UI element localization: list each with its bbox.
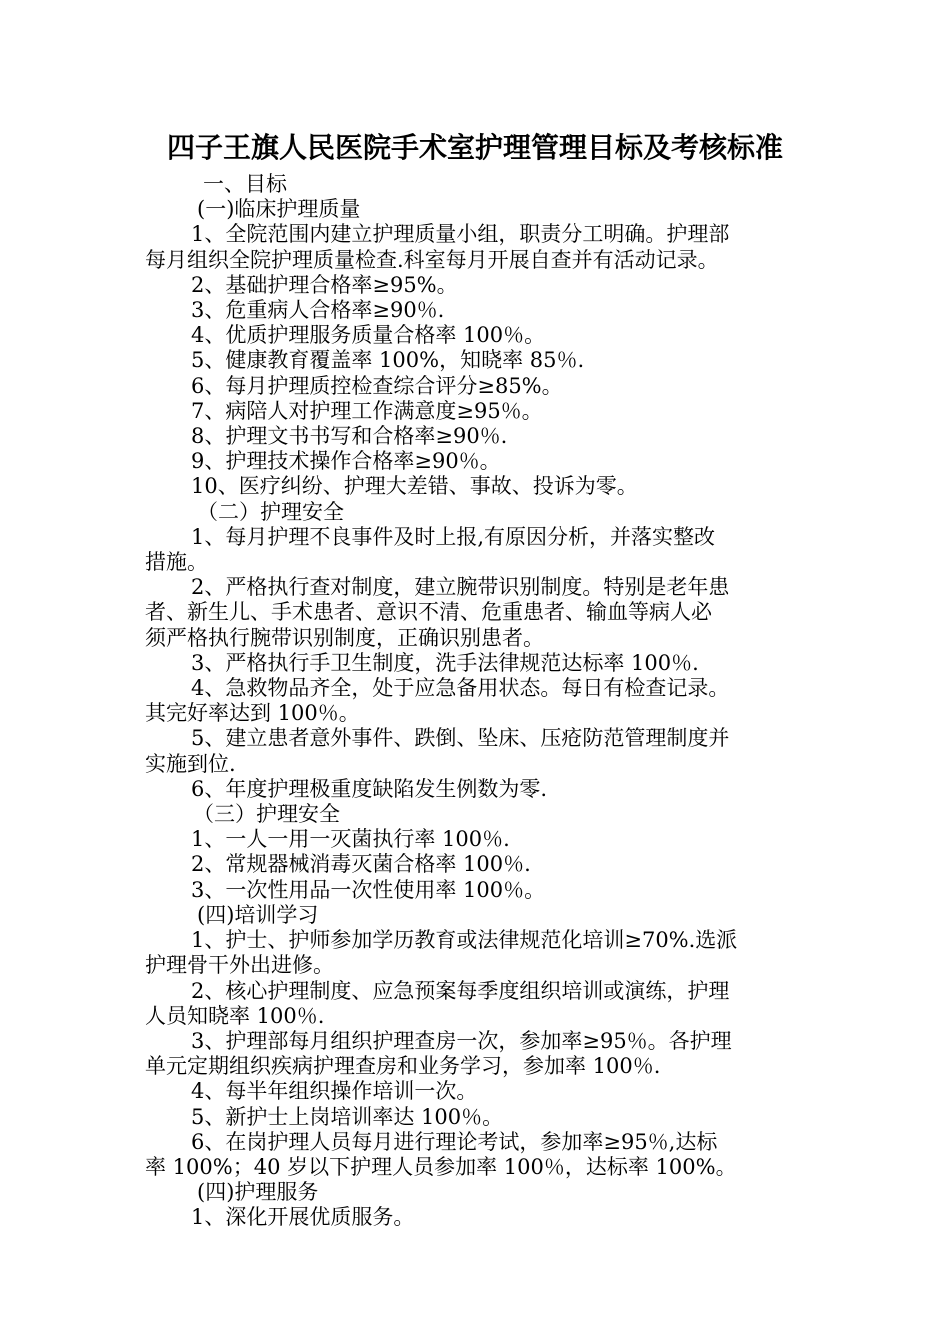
paragraph-line: 护理骨干外出进修。 — [145, 953, 334, 978]
paragraph-line: 3、严格执行手卫生制度，洗手法律规范达标率 100％. — [191, 650, 699, 675]
paragraph-line: 3、一次性用品一次性使用率 100％。 — [191, 877, 546, 902]
paragraph-line: 2、常规器械消毒灭菌合格率 100％. — [191, 852, 531, 877]
paragraph-line: 3、护理部每月组织护理查房一次，参加率≥95％。各护理 — [191, 1028, 732, 1053]
paragraph-line: 4、优质护理服务质量合格率 100％。 — [191, 323, 546, 348]
paragraph-line: 单元定期组织疾病护理查房和业务学习，参加率 100％. — [145, 1054, 661, 1079]
paragraph-line: 1、一人一用一灭菌执行率 100％. — [191, 827, 510, 852]
section-heading: （三）护理安全 — [193, 802, 340, 827]
section-heading: (四)护理服务 — [197, 1180, 319, 1205]
paragraph-line: 实施到位. — [145, 751, 236, 776]
paragraph-line: 1、深化开展优质服务。 — [191, 1205, 415, 1230]
paragraph-line: 2、核心护理制度、应急预案每季度组织培训或演练，护理 — [191, 978, 730, 1003]
section-heading: 一、目标 — [203, 172, 287, 196]
paragraph-line: 1、每月护理不良事件及时上报,有原因分析，并落实整改 — [191, 524, 716, 549]
paragraph-line: 者、新生儿、手术患者、意识不清、危重患者、输血等病人必 — [145, 600, 712, 625]
paragraph-line: 7、病陪人对护理工作满意度≥95％。 — [191, 398, 543, 423]
paragraph-line: 8、护理文书书写和合格率≥90％. — [191, 424, 508, 449]
paragraph-line: 5、建立患者意外事件、跌倒、坠床、压疮防范管理制度并 — [191, 726, 730, 751]
document-body — [145, 172, 815, 1231]
paragraph-line: 其完好率达到 100％。 — [145, 701, 360, 726]
paragraph-line: 6、年度护理极重度缺陷发生例数为零. — [191, 776, 548, 801]
section-heading: (四)培训学习 — [197, 902, 319, 927]
paragraph-line: 10、医疗纠纷、护理大差错、事故、投诉为零。 — [191, 474, 638, 499]
paragraph-line: 须严格执行腕带识别制度，正确识别患者。 — [145, 625, 544, 650]
paragraph-line: 4、每半年组织操作培训一次。 — [191, 1079, 478, 1104]
paragraph-line: 3、危重病人合格率≥90％. — [191, 298, 445, 323]
paragraph-line: 5、健康教育覆盖率 100%，知晓率 85％. — [191, 348, 585, 373]
paragraph-line: 率 100%；40 岁以下护理人员参加率 100％，达标率 100%。 — [145, 1154, 737, 1179]
paragraph-line: 6、每月护理质控检查综合评分≥85%。 — [191, 373, 563, 398]
paragraph-line: 1、全院范围内建立护理质量小组，职责分工明确。护理部 — [191, 222, 730, 247]
paragraph-line: 6、在岗护理人员每月进行理论考试，参加率≥95％,达标 — [191, 1129, 718, 1154]
section-heading: (一)临床护理质量 — [197, 197, 361, 222]
paragraph-line: 9、护理技术操作合格率≥90％。 — [191, 449, 501, 474]
paragraph-line: 措施。 — [145, 550, 208, 575]
paragraph-line: 2、严格执行查对制度，建立腕带识别制度。特别是老年患 — [191, 575, 730, 600]
document-title: 四子王旗人民医院手术室护理管理目标及考核标准 — [166, 131, 783, 164]
paragraph-line: 每月组织全院护理质量检查.科室每月开展自查并有活动记录。 — [145, 247, 719, 272]
section-heading: （二）护理安全 — [197, 499, 344, 524]
paragraph-line: 1、护士、护师参加学历教育或法律规范化培训≥70%.选派 — [191, 928, 738, 953]
paragraph-line: 4、急救物品齐全，处于应急备用状态。每日有检查记录。 — [191, 676, 730, 701]
paragraph-line: 人员知晓率 100％. — [145, 1003, 325, 1028]
paragraph-line: 2、基础护理合格率≥95%。 — [191, 272, 458, 297]
paragraph-line: 5、新护士上岗培训率达 100％。 — [191, 1104, 504, 1129]
